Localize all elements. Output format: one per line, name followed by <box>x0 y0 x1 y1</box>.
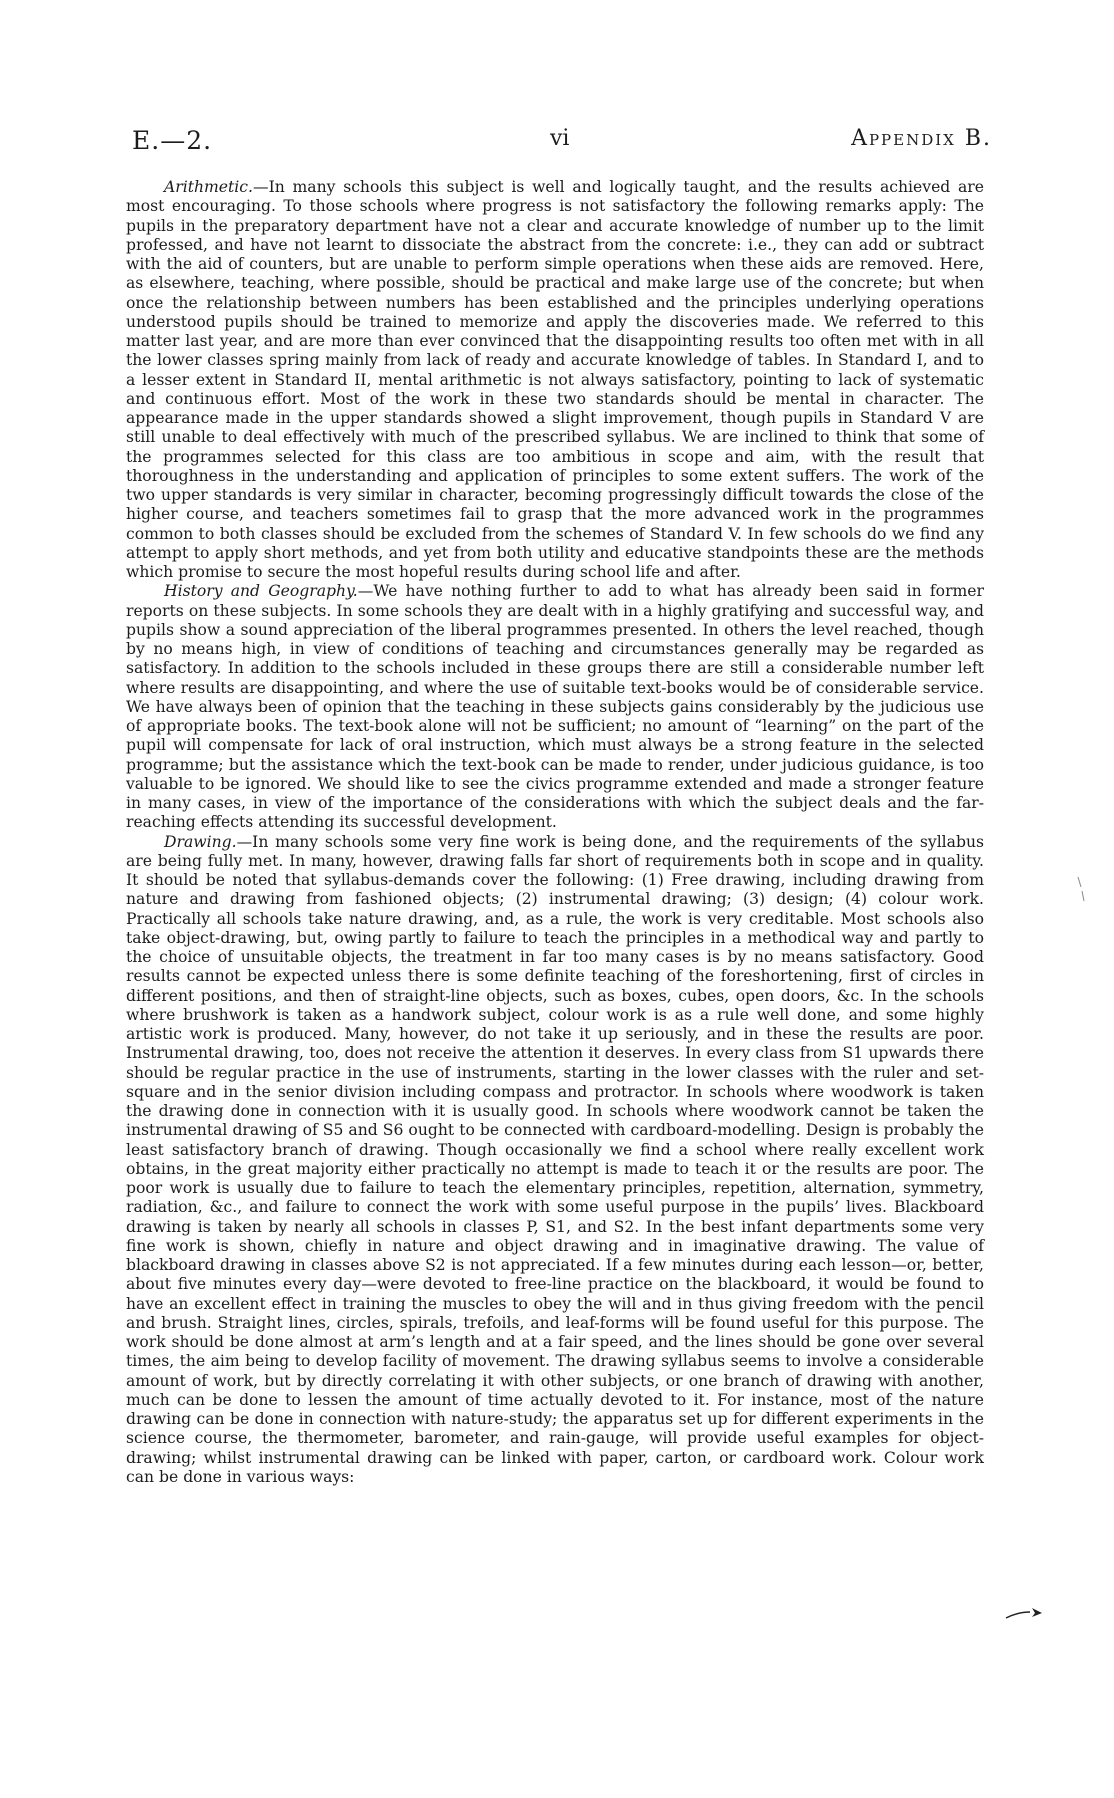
paragraph-drawing <box>126 833 984 1488</box>
body-text <box>126 178 984 1487</box>
paragraph-text: —We have nothing further to add to what has already been said in former reports on these subjects. In some schools they are dealt with in a highly gratifying and successful way, and pupils show a sound appreciation of the liberal programmes presented. In others the level reached, though by no means high, in view of conditions of teaching and circumstances generally may be regarded as satisfactory. In addition to the schools included in these groups there are still a considerable number left where results are disappointing, and where the use of suitable text-books would be of considerable service. We have always been of opinion that the teaching in these subjects gains considerably by the judicious use of appropriate books. The text-book alone will not be sufficient; no amount of “learning” on the part of the pupil will compensate for lack of oral instruction, which must always be a strong feature in the selected programme; but the assistance which the text-book can be made to render, under judicious guidance, is too valuable to be ignored. We should like to see the civics programme extended and made a stronger feature in many cases, in view of the importance of the considerations with which the subject deals and the far-reaching effects attending its successful development. <box>126 582 984 832</box>
margin-tick-mark <box>1076 875 1086 905</box>
paragraph-heading: Arithmetic. <box>164 178 253 196</box>
paragraph-text: —In many schools some very fine work is being done, and the requirements of the syllabus are being fully met. In many, however, drawing falls far short of requirements both in scope and in quality. It should be noted that syllabus-demands cover the following: (1) Free drawing, including drawing from nature and drawing from fashioned objects; (2) instrumental drawing; (3) design; (4) colour work. Practically all schools take nature drawing, and, as a rule, the work is very creditable. Most schools also take object-drawing, but, owing partly to failure to teach the principles in a methodical way and partly to the choice of unsuitable objects, the treatment in far too many cases is by no means satisfactory. Good results cannot be expected unless there is some definite teaching of the foreshortening, first of circles in different positions, and then of straight-line objects, such as boxes, cubes, open doors, &c. In the schools where brushwork is taken as a handwork subject, colour work is as a rule well done, and some highly artistic work is produced. Many, however, do not take it up seriously, and in these the results are poor. Instrumental drawing, too, does not receive the attention it deserves. In every class from S1 upwards there should be regular practice in the use of instruments, starting in the lower classes with the ruler and set-square and in the senior division including compass and protractor. In schools where woodwork is taken the drawing done in connection with it is usually good. In schools where woodwork cannot be taken the instrumental drawing of S5 and S6 ought to be connected with cardboard-modelling. Design is probably the least satisfactory branch of drawing. Though occasionally we find a school where really excellent work obtains, in the great majority either practically no attempt is made to teach it or the results are poor. The poor work is usually due to failure to teach the elementary principles, repetition, alternation, symmetry, radiation, &c., and failure to connect the work with some useful purpose in the pupils’ lives. Blackboard drawing is taken by nearly all schools in classes P, S1, and S2. In the best infant departments some very fine work is shown, chiefly in nature and object drawing and in imaginative drawing. The value of blackboard drawing in classes above S2 is not appreciated. If a few minutes during each lesson—or, better, about five minutes every day—were devoted to free-line practice on the blackboard, it would be found to have an excellent effect in training the muscles to obey the will and in thus giving freedom with the pencil and brush. Straight lines, circles, spirals, trefoils, and leaf-forms will be found useful for this purpose. The work should be done almost at arm’s length and at a fair speed, and the lines should be gone over several times, the aim being to develop facility of movement. The drawing syllabus seems to involve a considerable amount of work, but by directly correlating it with other subjects, or one branch of drawing with another, much can be done to lessen the amount of time actually devoted to it. For instance, most of the nature drawing can be done in connection with nature-study; the apparatus set up for different experiments in the science course, the thermometer, barometer, and rain-gauge, will provide useful examples for object-drawing; whilst instrumental drawing can be linked with paper, carton, or cardboard work. Colour work can be done in various ways: <box>126 832 984 1486</box>
paragraph-heading: Drawing. <box>164 832 237 851</box>
paragraph-heading: History and Geography. <box>164 582 358 601</box>
page-number: vi <box>550 126 570 151</box>
paragraph-arithmetic <box>126 178 984 582</box>
document-reference: E.—2. <box>132 126 213 155</box>
paragraph-history-geography <box>126 582 984 832</box>
margin-pointer-mark <box>1004 1604 1044 1624</box>
page-header <box>132 126 992 160</box>
paragraph-text: —In many schools this subject is well and logically taught, and the results achieved are most encouraging. To those schools where progress is not satisfactory the following remarks apply: The pupils in the preparatory department have not a clear and accurate knowledge of number up to the limit professed, and have not learnt to dissociate the abstract from the concrete: i.e., they can add or subtract with the aid of counters, but are unable to perform simple operations when these aids are removed. Here, as elsewhere, teaching, where possible, should be practical and make large use of the concrete; but when once the relationship between numbers has been established and the principles underlying operations understood pupils should be trained to memorize and apply the discoveries made. We referred to this matter last year, and are more than ever convinced that the disappointing results too often met with in all the lower classes spring mainly from lack of ready and accurate knowledge of tables. In Standard I, and to a lesser extent in Standard II, mental arithmetic is not always satisfactory, pointing to lack of systematic and continuous effort. Most of the work in these two standards should be mental in character. The appearance made in the upper standards showed a slight improvement, though pupils in Standard V are still unable to deal effectively with much of the prescribed syllabus. We are inclined to think that some of the programmes selected for this class are too ambitious in scope and aim, with the result that thoroughness in the understanding and application of principles to some extent suffers. The work of the two upper standards is very similar in character, becoming progressingly difficult towards the close of the higher course, and teachers sometimes fail to grasp that the more advanced work in the programmes common to both classes should be excluded from the schemes of Standard V. In few schools do we find any attempt to apply short methods, and yet from both utility and educative standpoints these are the methods which promise to secure the most hopeful results during school life and after. <box>126 178 984 581</box>
appendix-label: Appendix B. <box>851 126 992 151</box>
